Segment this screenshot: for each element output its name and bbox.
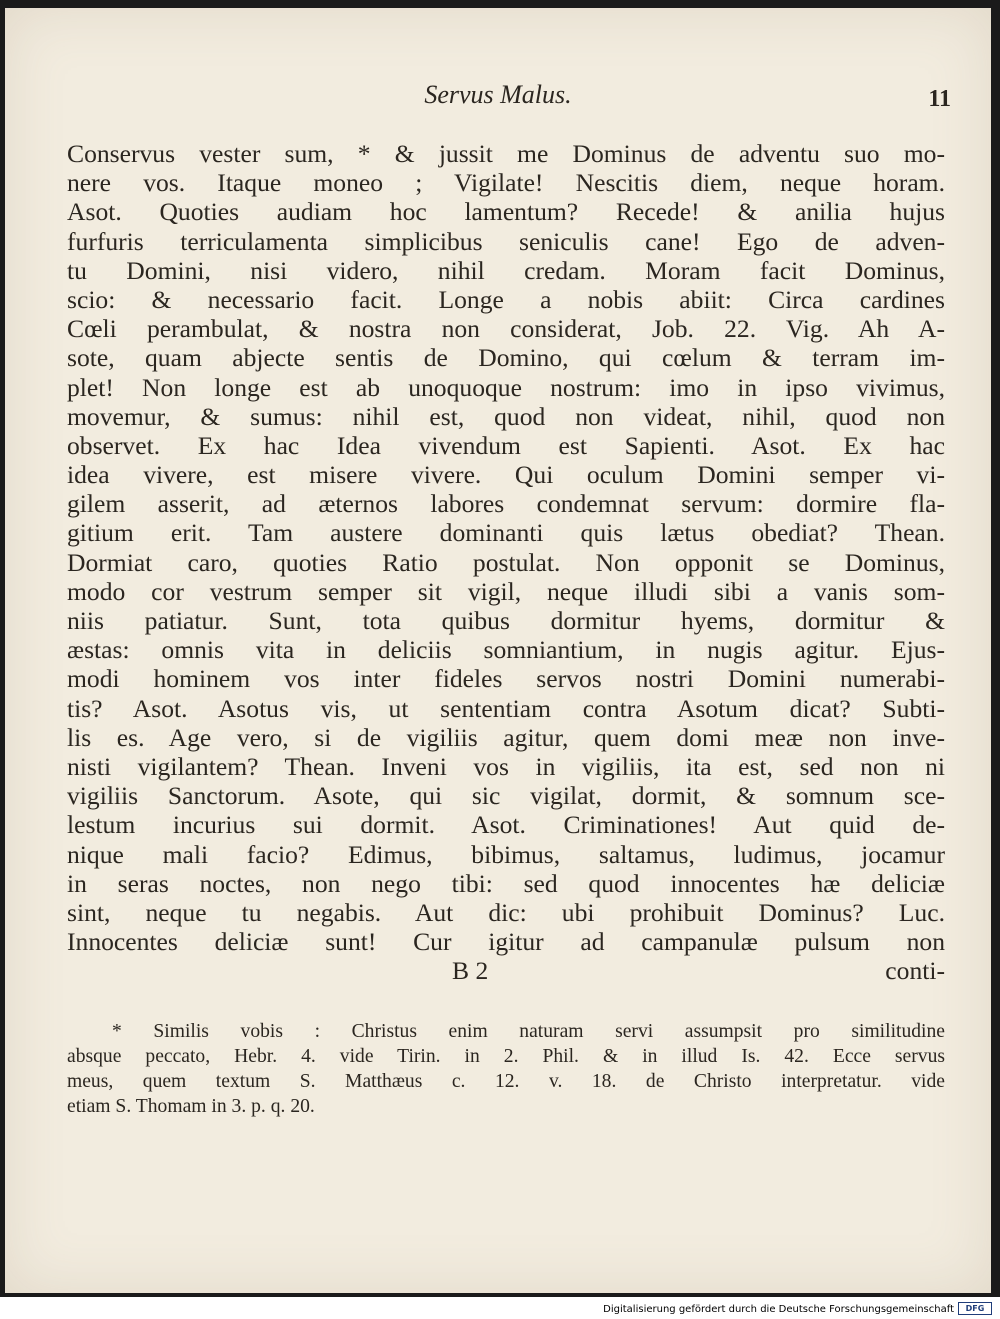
dfg-logo-icon: DFG xyxy=(958,1302,992,1315)
body-line: furfuris terriculamenta simplicibus seniculis cane! Ego de adven- xyxy=(67,226,945,256)
body-line: sote, quam abjecte sentis de Domino, qui cœlum & terram im- xyxy=(67,343,945,373)
footnote xyxy=(67,1019,945,1119)
signature-line xyxy=(67,956,945,985)
body-line: niis patiatur. Sunt, tota quibus dormitur hyems, dormitur & xyxy=(67,606,945,635)
signature-mark: B 2 xyxy=(452,956,489,986)
body-line: vigiliis Sanctorum. Asote, qui sic vigilat, dormit, & somnum sce- xyxy=(67,781,945,811)
body-line: movemur, & sumus: nihil est, quod non videat, nihil, quod non xyxy=(67,401,945,431)
body-line: Dormiat caro, quoties Ratio postulat. Non opponit se Dominus, xyxy=(67,547,945,577)
body-line: tu Domini, nisi videro, nihil credam. Moram facit Dominus, xyxy=(67,255,945,285)
body-line: modi hominem vos inter fideles servos nostri Domini numerabi- xyxy=(67,664,945,694)
body-line: nique mali facio? Edimus, bibimus, saltamus, ludimus, jocamur xyxy=(67,839,945,869)
body-line: gilem asserit, ad æternos labores condemnat servum: dormire fla- xyxy=(67,489,945,519)
body-line: modo cor vestrum semper sit vigil, neque illudi sibi a vanis som- xyxy=(67,576,945,606)
running-head: Servus Malus. xyxy=(424,80,572,109)
body-line: Conservus vester sum, * & jussit me Dominus de adventu suo mo- xyxy=(67,139,945,168)
body-line: idea vivere, est misere vivere. Qui oculum Domini semper vi- xyxy=(67,460,945,490)
footnote-line: * Similis vobis : Christus enim naturam servi assumpsit pro similitudine xyxy=(112,1021,945,1042)
body-line: observet. Ex hac Idea vivendum est Sapienti. Asot. Ex hac xyxy=(67,430,945,460)
footnote-line: absque peccato, Hebr. 4. vide Tirin. in 2. Phil. & in illud Is. 42. Ecce servus xyxy=(67,1046,945,1067)
catchword: conti- xyxy=(885,956,945,986)
body-line: sint, neque tu negabis. Aut dic: ubi prohibuit Dominus? Luc. xyxy=(67,897,945,927)
body-line: Cœli perambulat, & nostra non considerat, Job. 22. Vig. Ah A- xyxy=(67,314,945,344)
body-line: tis? Asot. Asotus vis, ut sententiam contra Asotum dicat? Subti- xyxy=(67,693,945,723)
page-number: 11 xyxy=(928,86,951,112)
book-page xyxy=(5,8,991,1293)
body-text xyxy=(67,139,945,985)
body-line: æstas: omnis vita in deliciis somniantium, in nugis agitur. Ejus- xyxy=(67,635,945,665)
footnote-line: meus, quem textum S. Matthæus c. 12. v. 18. de Christo interpretatur. vide xyxy=(67,1071,945,1092)
body-line: lestum incurius sui dormit. Asot. Criminationes! Aut quid de- xyxy=(67,810,945,840)
body-line: Asot. Quoties audiam hoc lamentum? Recede! & anilia hujus xyxy=(67,197,945,227)
body-line: nisti vigilantem? Thean. Inveni vos in vigiliis, ita est, sed non ni xyxy=(67,751,945,781)
body-line: nere vos. Itaque moneo ; Vigilate! Nescitis diem, neque horam. xyxy=(67,168,945,198)
body-line: in seras noctes, non nego tibi: sed quod innocentes hæ deliciæ xyxy=(67,868,945,898)
body-line: scio: & necessario facit. Longe a nobis abiit: Circa cardines xyxy=(67,284,945,314)
body-line: lis es. Age vero, si de vigiliis agitur, quem domi meæ non inve- xyxy=(67,722,945,752)
footnote-line: etiam S. Thomam in 3. p. q. 20. xyxy=(67,1096,315,1117)
funding-credit: Digitalisierung gefördert durch die Deutsche Forschungsgemeinschaft xyxy=(603,1304,954,1315)
body-line: Innocentes deliciæ sunt! Cur igitur ad campanulæ pulsum non xyxy=(67,927,945,957)
body-line: gitium erit. Tam austere dominanti quis lætus obediat? Thean. xyxy=(67,518,945,548)
body-line: plet! Non longe est ab unoquoque nostrum: imo in ipso vivimus, xyxy=(67,372,945,402)
